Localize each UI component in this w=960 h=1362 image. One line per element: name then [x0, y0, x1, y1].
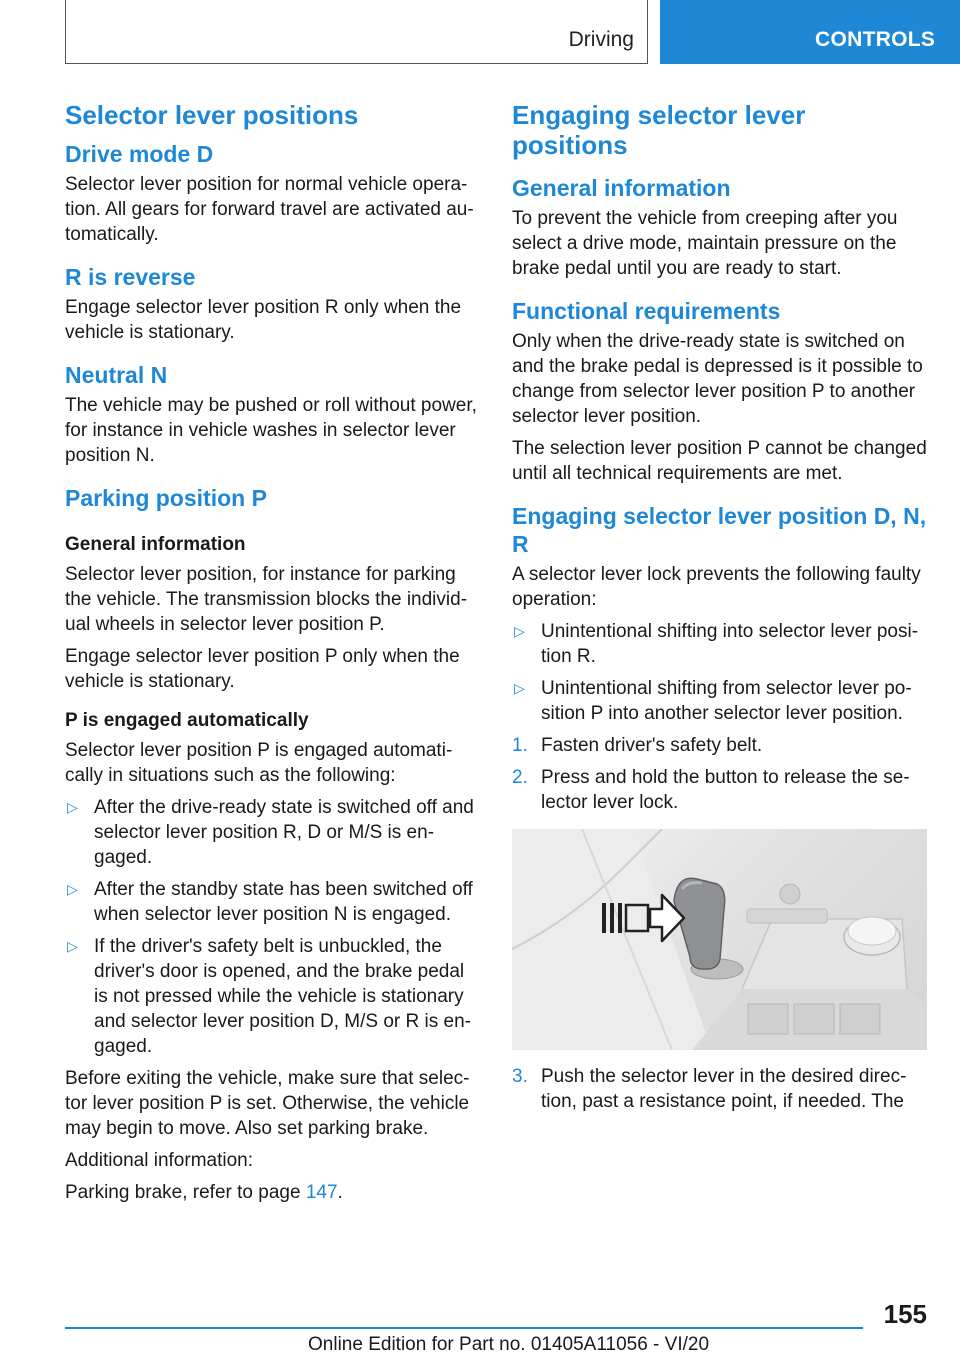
- heading-reverse: R is reverse: [65, 264, 196, 290]
- paragraph-engaging-1: A selector lever lock prevents the following faulty operation:: [512, 564, 921, 610]
- list-item: [65, 877, 478, 927]
- list-item: [65, 795, 478, 870]
- section-title-engaging-positions: Engaging selector lever positions: [512, 100, 806, 160]
- heading-neutral: Neutral N: [65, 362, 168, 388]
- list-item-text: Unintentional shifting from selector lever po sition P into another selector lever position.: [541, 678, 912, 724]
- bullet-list-auto-p: [65, 795, 478, 1059]
- step-number: 1.: [512, 735, 528, 756]
- paragraph-parking-6: [65, 1180, 478, 1205]
- heading-parking-position: Parking position P: [65, 485, 267, 511]
- selector-lever-drawing: [512, 829, 927, 1050]
- step-text: Fasten driver's safety belt.: [541, 735, 763, 756]
- section-title-selector-lever-positions: Selector lever positions: [65, 100, 359, 130]
- step-item: [512, 765, 927, 815]
- reference-suffix: .: [337, 1182, 343, 1203]
- paragraph-neutral: The vehicle may be pushed or roll without power, for instance in vehicle washes in selector lever position N.: [65, 395, 477, 466]
- paragraph-drive-mode: Selector lever position for normal vehicle opera tion. All gears for forward travel are activated au tomatically.: [65, 174, 474, 245]
- list-item-text: After the drive-ready state is switched off and selector lever position R, D or M/S is en gaged.: [94, 797, 474, 868]
- paragraph-functional-2: The selection lever position P cannot be changed until all technical requirements are met.: [512, 438, 927, 484]
- subheading-general-information: General information: [65, 534, 246, 555]
- list-item: [512, 619, 927, 669]
- list-item-text: After the standby state has been switched off when selector lever position N is engaged.: [94, 879, 473, 925]
- header-section-title: Driving: [568, 28, 634, 51]
- step-number: 2.: [512, 767, 528, 788]
- paragraph-parking-3: Selector lever position P is engaged automati cally in situations such as the following:: [65, 740, 453, 786]
- paragraph-general: To prevent the vehicle from creeping after you select a drive mode, maintain pressure on the brake pedal until you are ready to start.: [512, 208, 898, 279]
- selector-lever-illustration: [512, 829, 927, 1050]
- triangle-right-outline-icon: ▷: [67, 881, 78, 897]
- footer-edition-text: Online Edition for Part no. 01405A11056 - VI/20: [308, 1334, 710, 1355]
- right-column: [512, 100, 927, 1121]
- numbered-steps-continued: [512, 1064, 927, 1114]
- page-number: 155: [883, 1299, 927, 1329]
- bullet-list-faulty-operation: [512, 619, 927, 726]
- subheading-p-engaged-automatically: P is engaged automatically: [65, 710, 309, 731]
- heading-general-information: General information: [512, 175, 731, 201]
- paragraph-parking-1: Selector lever position, for instance for parking the vehicle. The transmission blocks the individ ual wheels in selector lever position P.: [65, 564, 468, 635]
- list-item-text: If the driver's safety belt is unbuckled, the driver's door is opened, and the brake pedal is not pressed while the vehicle is stationary and selector lever position D, M/S or R is en gaged.: [94, 936, 471, 1057]
- heading-engaging-d-n-r: Engaging selector lever position D, N, R: [512, 503, 927, 557]
- list-item: [512, 676, 927, 726]
- step-number: 3.: [512, 1066, 528, 1087]
- list-item: [65, 934, 478, 1059]
- triangle-right-outline-icon: ▷: [514, 680, 525, 696]
- header-frame: [65, 0, 648, 64]
- page-link-147[interactable]: 147: [305, 1182, 338, 1203]
- step-text: Push the selector lever in the desired direc tion, past a resistance point, if needed. The: [541, 1066, 907, 1112]
- paragraph-parking-5: Additional information:: [65, 1150, 253, 1171]
- step-item: [512, 1064, 927, 1114]
- left-column: [65, 100, 478, 1212]
- paragraph-parking-2: Engage selector lever position P only when the vehicle is stationary.: [65, 646, 460, 692]
- triangle-right-outline-icon: ▷: [514, 623, 525, 639]
- numbered-steps: [512, 733, 927, 815]
- paragraph-functional-1: Only when the drive-ready state is switched on and the brake pedal is depressed is it possible to change from selector lever position P to another selector lever position.: [512, 331, 923, 427]
- triangle-right-outline-icon: ▷: [67, 799, 78, 815]
- step-item: [512, 733, 927, 758]
- heading-functional-requirements: Functional requirements: [512, 298, 781, 324]
- header-chapter-tab[interactable]: CONTROLS: [660, 0, 960, 64]
- footer-divider: [65, 1327, 863, 1329]
- heading-drive-mode-d: Drive mode D: [65, 141, 214, 167]
- step-text: Press and hold the button to release the se lector lever lock.: [541, 767, 910, 813]
- reference-text: Parking brake, refer to page: [65, 1182, 306, 1203]
- list-item-text: Unintentional shifting into selector lever posi tion R.: [541, 621, 919, 667]
- triangle-right-outline-icon: ▷: [67, 938, 78, 954]
- paragraph-parking-4: Before exiting the vehicle, make sure that selec tor lever position P is set. Otherwise, the vehicle may begin to move. Also set parking brake.: [65, 1068, 470, 1139]
- paragraph-reverse: Engage selector lever position R only when the vehicle is stationary.: [65, 297, 462, 343]
